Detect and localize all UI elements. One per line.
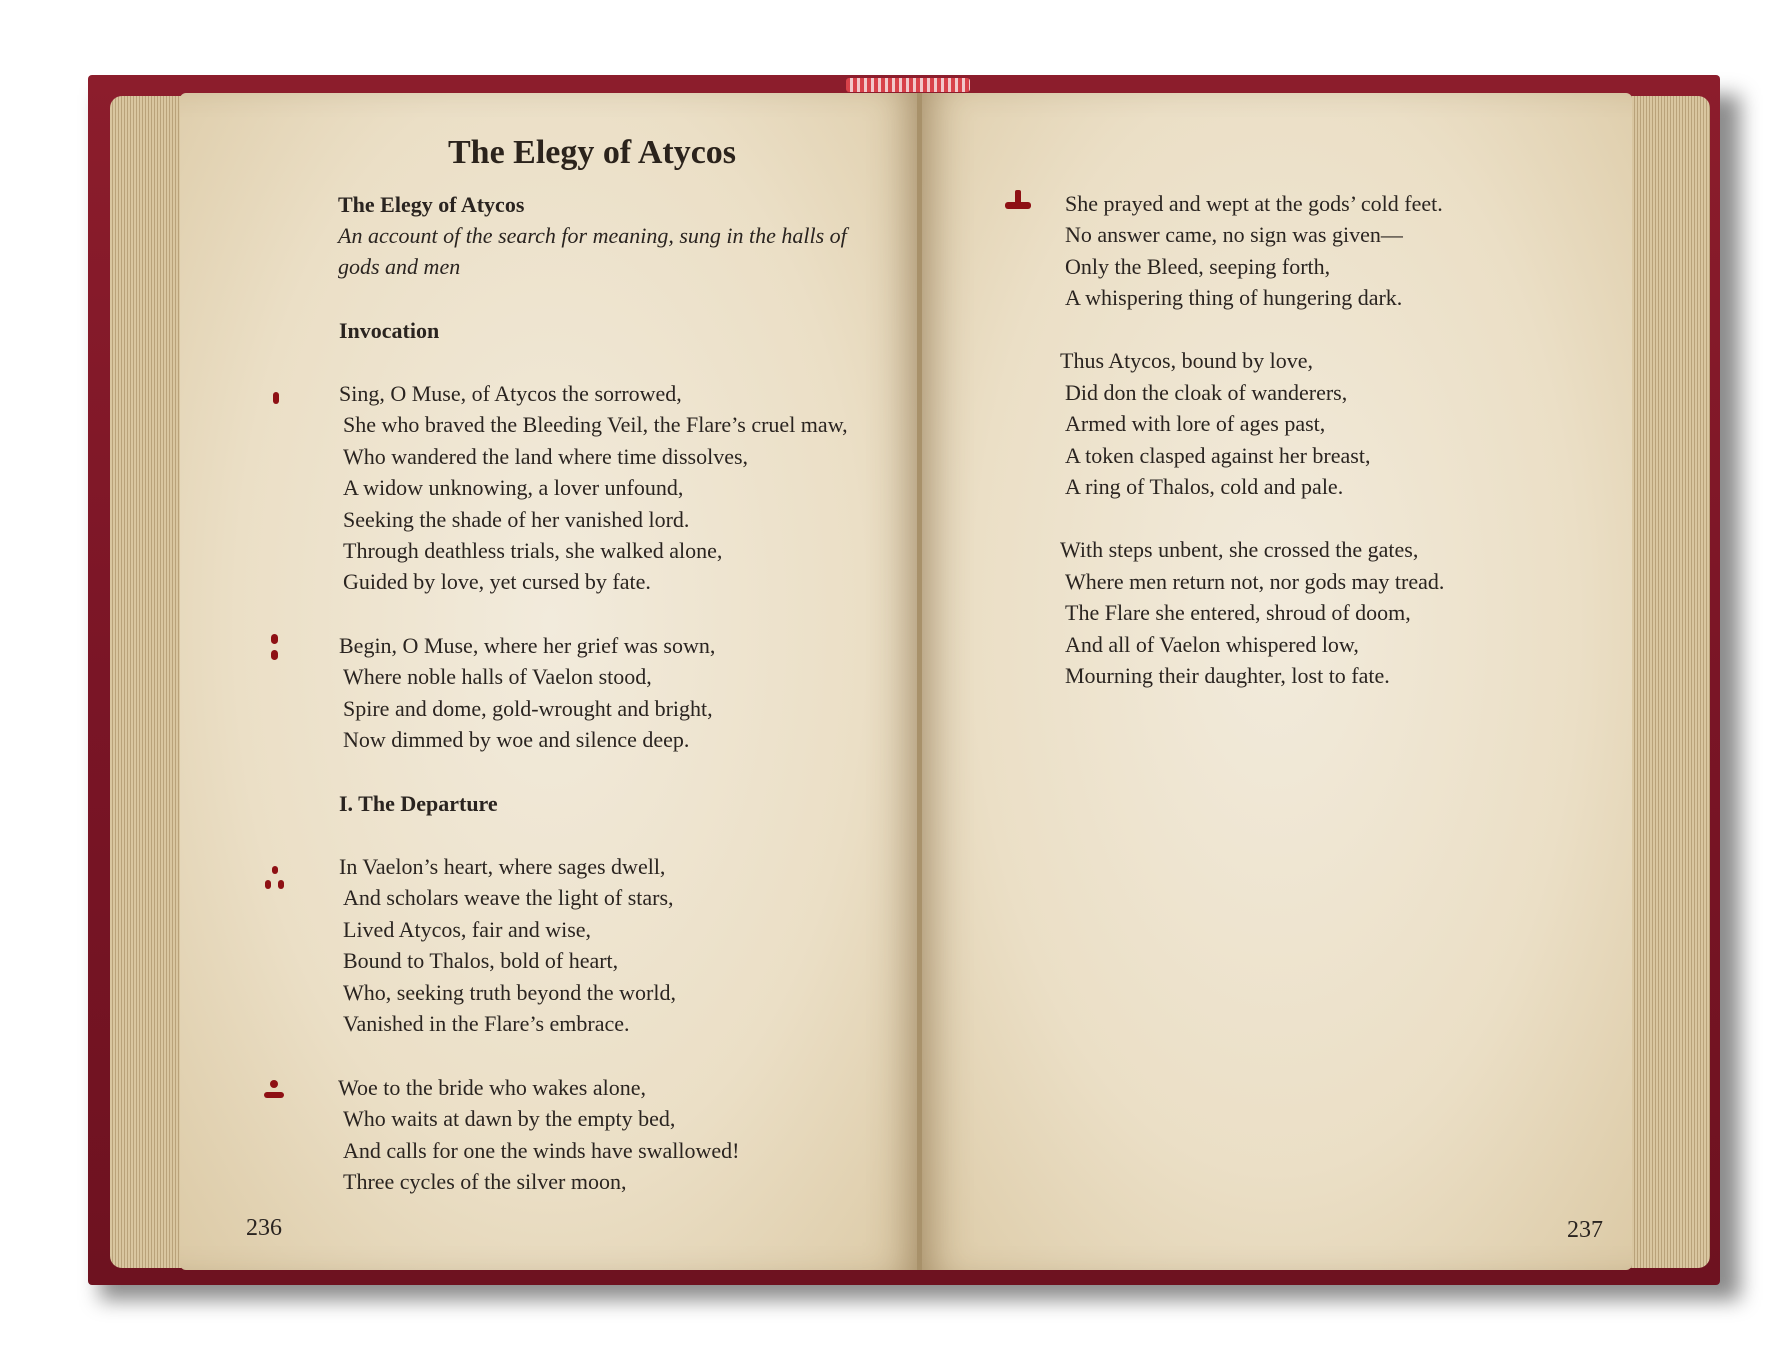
verse-line: And scholars weave the light of stars,	[343, 885, 674, 910]
page-title: The Elegy of Atycos	[448, 134, 737, 171]
verse-line: Woe to the bride who wakes alone,	[338, 1075, 646, 1100]
verse-line: Seeking the shade of her vanished lord.	[343, 507, 690, 532]
verse-line: Armed with lore of ages past,	[1065, 411, 1326, 436]
verse-line: Where noble halls of Vaelon stood,	[343, 664, 652, 689]
one-dot-glyph-icon	[270, 390, 282, 408]
verse-line: In Vaelon’s heart, where sages dwell,	[339, 854, 666, 879]
verse-line: Begin, O Muse, where her grief was sown,	[339, 633, 716, 658]
verse-line: A whispering thing of hungering dark.	[1065, 285, 1403, 310]
verse-line: A token clasped against her breast,	[1065, 443, 1371, 468]
three-dots-glyph-icon	[262, 864, 288, 892]
verse-line: Did don the cloak of wanderers,	[1065, 380, 1348, 405]
verse-line: And calls for one the winds have swallowed!	[343, 1138, 740, 1163]
section-heading-invocation: Invocation	[339, 318, 440, 343]
verse-line: Bound to Thalos, bold of heart,	[343, 948, 619, 973]
poem-subtitle-line-2: gods and men	[338, 254, 461, 279]
verse-line: And all of Vaelon whispered low,	[1065, 632, 1359, 657]
page-number-left: 236	[246, 1215, 282, 1241]
page-number-right: 237	[1567, 1217, 1603, 1243]
verse-line: Who waits at dawn by the empty bed,	[343, 1106, 676, 1131]
verse-line: Mourning their daughter, lost to fate.	[1065, 663, 1390, 688]
verse-line: Who wandered the land where time dissolves,	[343, 444, 749, 469]
two-dots-glyph-icon	[268, 632, 282, 664]
verse-line: Through deathless trials, she walked alone,	[343, 538, 723, 563]
verse-line: She who braved the Bleeding Veil, the Flare’s cruel maw,	[343, 412, 848, 437]
verse-line: She prayed and wept at the gods’ cold feet.	[1065, 191, 1443, 216]
section-heading-departure: I. The Departure	[339, 791, 498, 816]
poem-heading: The Elegy of Atycos	[338, 192, 525, 217]
poem-subtitle-line-1: An account of the search for meaning, sung in the halls of	[338, 223, 847, 248]
bookmark-ribbon[interactable]	[846, 78, 970, 92]
verse-line: With steps unbent, she crossed the gates,	[1060, 537, 1419, 562]
verse-line: Three cycles of the silver moon,	[343, 1169, 627, 1194]
right-page-edges	[1620, 96, 1710, 1268]
verse-line: The Flare she entered, shroud of doom,	[1065, 600, 1411, 625]
book-spine	[917, 93, 922, 1270]
verse-line: A ring of Thalos, cold and pale.	[1065, 474, 1344, 499]
verse-line: Sing, O Muse, of Atycos the sorrowed,	[339, 381, 682, 406]
dot-over-bar-glyph-icon	[262, 1078, 286, 1102]
bar-over-base-glyph-icon	[1003, 188, 1033, 212]
verse-line: Lived Atycos, fair and wise,	[343, 917, 592, 942]
verse-line: Thus Atycos, bound by love,	[1060, 348, 1313, 373]
verse-line: Only the Bleed, seeping forth,	[1065, 254, 1331, 279]
verse-line: A widow unknowing, a lover unfound,	[343, 475, 684, 500]
verse-line: Where men return not, nor gods may tread.	[1065, 569, 1445, 594]
verse-line: Vanished in the Flare’s embrace.	[343, 1011, 630, 1036]
verse-line: No answer came, no sign was given—	[1065, 222, 1403, 247]
verse-line: Who, seeking truth beyond the world,	[343, 980, 676, 1005]
verse-line: Guided by love, yet cursed by fate.	[343, 569, 651, 594]
verse-line: Now dimmed by woe and silence deep.	[343, 727, 690, 752]
verse-line: Spire and dome, gold-wrought and bright,	[343, 696, 713, 721]
